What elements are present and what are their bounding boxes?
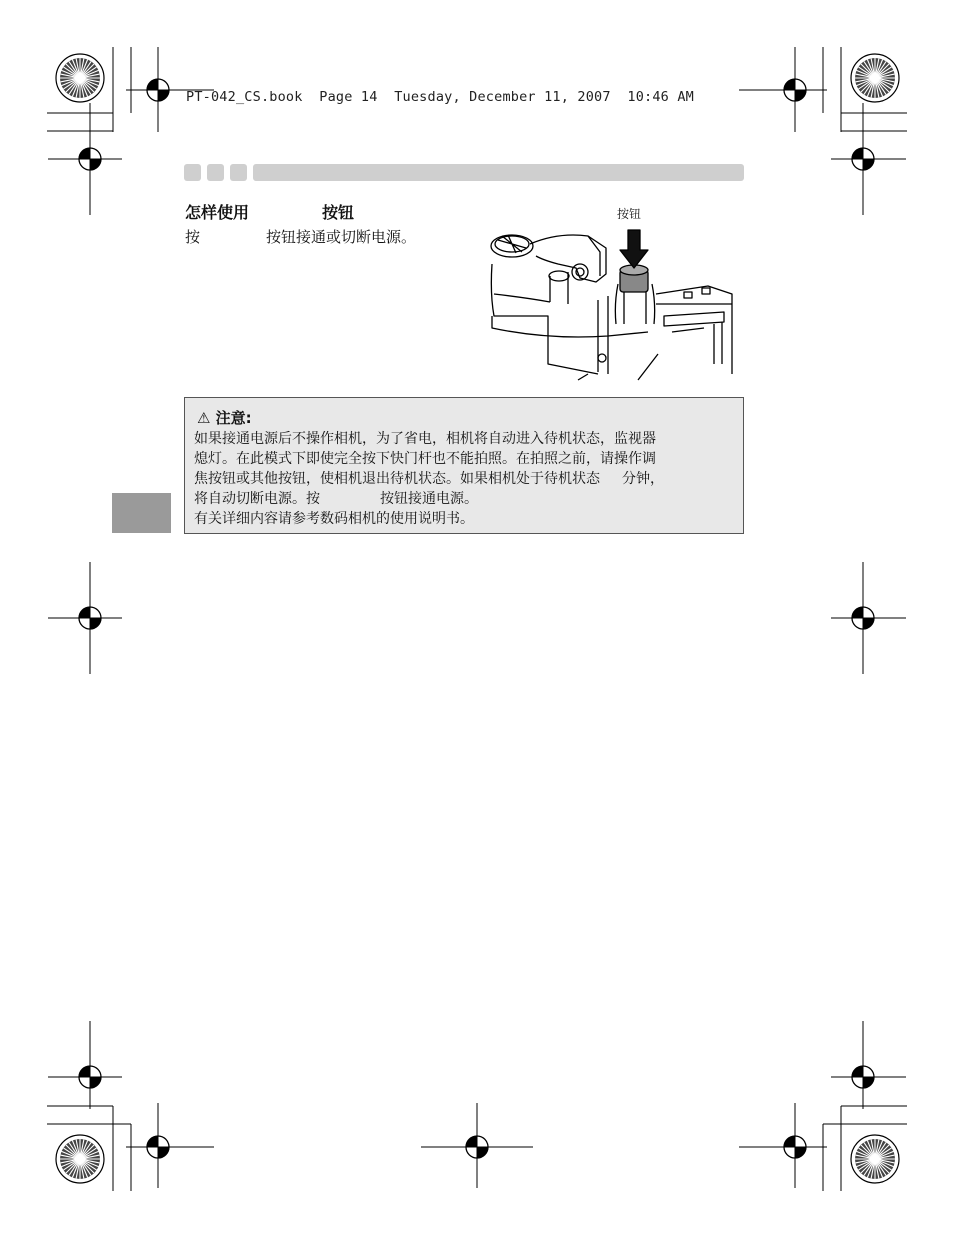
section-bar-square-3 (230, 164, 247, 181)
caution-line-4-part1: 将自动切断电源。按 (194, 491, 320, 507)
caution-line-4-part2: 按钮接通电源。 (380, 491, 478, 507)
caution-line-3 (194, 469, 664, 489)
housing-button-illustration (488, 224, 738, 384)
caution-line-1: 如果接通电源后不操作相机，为了省电，相机将自动进入待机状态，监视器 (194, 431, 656, 447)
section-bar-square-2 (207, 164, 224, 181)
caution-line-2: 熄灯。在此模式下即使完全按下快门杆也不能拍照。在拍照之前，请操作调 (194, 451, 656, 467)
figure-button-label: 按钮 (617, 207, 642, 221)
section-bar-square-1 (184, 164, 201, 181)
section-bar (253, 164, 744, 181)
section-body-part2: 按钮接通或切断电源。 (266, 228, 417, 246)
print-info-header: PT-042_CS.book Page 14 Tuesday, December 11, 2007 10:46 AM (186, 89, 694, 105)
caution-line-3-text: 焦按钮或其他按钮，使相机退出待机状态。如果相机处于待机状态 (194, 471, 600, 487)
caution-title: 注意: (215, 409, 252, 427)
caution-heading (197, 407, 252, 428)
section-body-part1: 按 (185, 228, 201, 246)
caution-line-5: 有关详细内容请参考数码相机的使用说明书。 (194, 511, 474, 527)
caution-line-4 (194, 489, 478, 509)
caution-box (184, 397, 744, 534)
section-body (185, 226, 416, 247)
caution-line-3-end: 分钟， (622, 471, 664, 487)
warning-triangle-icon: ⚠ (197, 409, 216, 427)
section-title-part2: 按钮 (322, 203, 355, 222)
section-title-part1: 怎样使用 (185, 203, 250, 222)
chapter-side-tab (112, 493, 171, 533)
section-title (185, 200, 354, 223)
